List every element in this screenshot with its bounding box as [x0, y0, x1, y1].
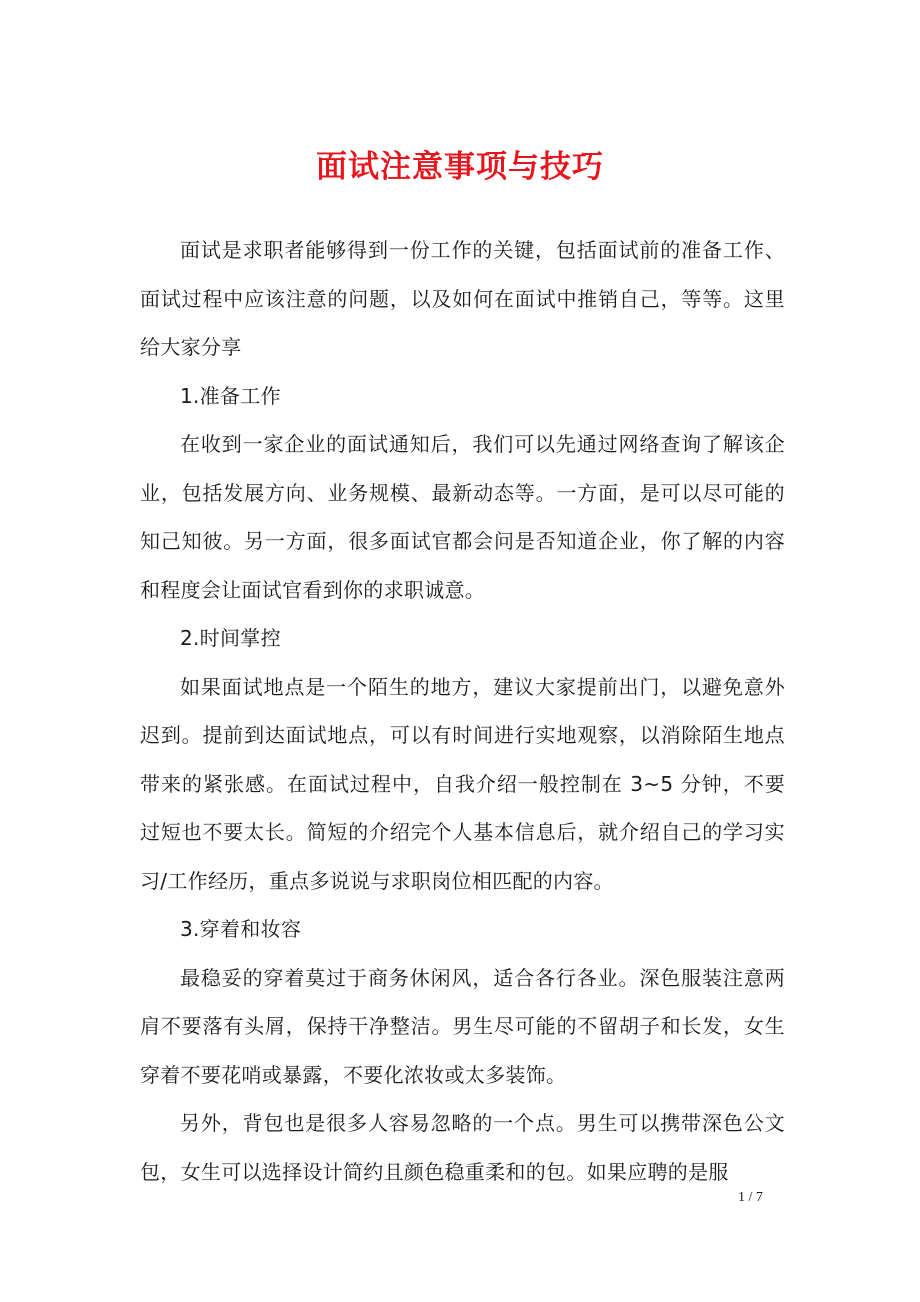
preparation-paragraph: 在收到一家企业的面试通知后，我们可以先通过网络查询了解该企业，包括发展方向、业务规模、最新动态等。一方面，是可以尽可能的知己知彼。另一方面，很多面试官都会问是否知道企业，你了解的内容和程度会让面试官看到你的求职诚意。	[140, 432, 785, 602]
bag-paragraph: 另外，背包也是很多人容易忽略的一个点。男生可以携带深色公文包，女生可以选择设计简约且颜色稳重柔和的包。如果应聘的是服	[140, 1111, 785, 1184]
section-heading-attire: 3.穿着和妆容	[180, 917, 302, 941]
attire-paragraph: 最稳妥的穿着莫过于商务休闲风，适合各行各业。深色服装注意两肩不要落有头屑，保持干净整洁。男生尽可能的不留胡子和长发，女生穿着不要花哨或暴露，不要化浓妆或太多装饰。	[140, 965, 785, 1087]
page-number: 1 / 7	[738, 1190, 763, 1205]
time-paragraph: 如果面试地点是一个陌生的地方，建议大家提前出门，以避免意外迟到。提前到达面试地点，可以有时间进行实地观察，以消除陌生地点带来的紧张感。在面试过程中，自我介绍一般控制在 3~5 分钟，不要过短也不要太长。简短的介绍完个人基本信息后，就介绍自己的学习实习/工作经历，重点多说说与求职岗位相匹配的内容。	[140, 674, 785, 893]
section-heading-time: 2.时间掌控	[180, 626, 281, 650]
page-title: 面试注意事项与技巧	[316, 149, 604, 185]
section-heading-preparation: 1.准备工作	[180, 383, 281, 408]
document-body	[140, 226, 785, 1196]
intro-paragraph: 面试是求职者能够得到一份工作的关键，包括面试前的准备工作、面试过程中应该注意的问题，以及如何在面试中推销自己，等等。这里给大家分享	[140, 238, 785, 359]
